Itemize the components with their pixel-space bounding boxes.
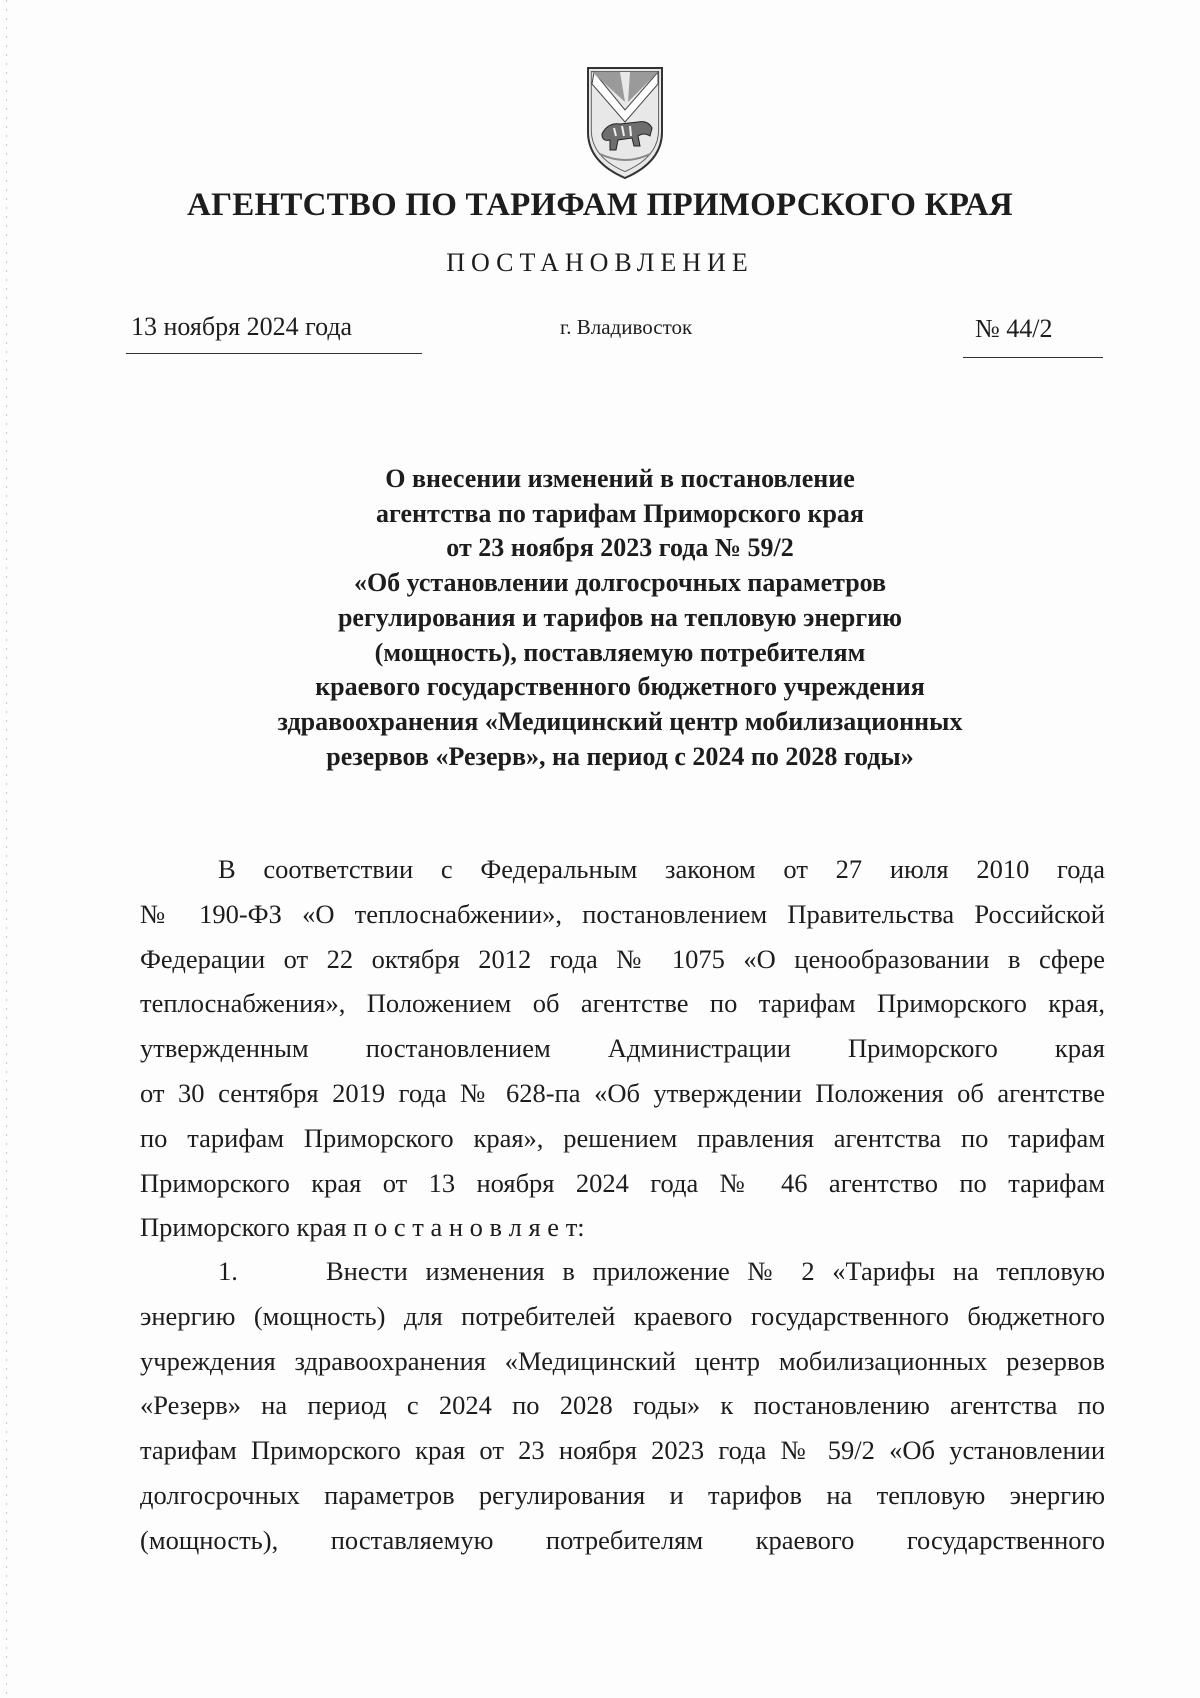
- body-line: энергию (мощность) для потребителей краевого государственного бюджетного: [140, 1300, 1105, 1331]
- body-line: долгосрочных параметров регулирования и тарифов на тепловую энергию: [140, 1479, 1105, 1510]
- body-line: учреждения здравоохранения «Медицинский центр мобилизационных резервов: [140, 1345, 1105, 1376]
- body-line: по тарифам Приморского края», решением правления агентства по тарифам: [140, 1122, 1105, 1153]
- title-line: (мощность), поставляемую потребителям: [374, 637, 866, 667]
- title-line: агентства по тарифам Приморского края: [376, 498, 864, 528]
- body-line: № 190-ФЗ «О теплоснабжении», постановлением Правительства Российской: [140, 898, 1105, 929]
- body-line: (мощность), поставляемую потребителям краевого государственного: [140, 1524, 1105, 1555]
- title-line: О внесении изменений в постановление: [385, 464, 855, 493]
- title-line: от 23 ноября 2023 года № 59/2: [446, 533, 794, 563]
- title-line: регулирования и тарифов на тепловую энергию: [337, 602, 903, 632]
- body-line: Приморского края от 13 ноября 2024 года № 46 агентство по тарифам: [140, 1167, 1105, 1198]
- preamble-paragraph: [140, 847, 1105, 1250]
- title-line: здравоохранения «Медицинский центр мобилизационных: [277, 706, 963, 736]
- title-line: краевого государственного бюджетного учреждения: [315, 672, 925, 702]
- clause-1-paragraph: [140, 1249, 1105, 1563]
- body-line: теплоснабжения», Положением об агентстве по тарифам Приморского края,: [140, 988, 1105, 1019]
- title-line: резервов «Резерв», на период с 2024 по 2028 годы»: [326, 741, 914, 771]
- agency-name: АГЕНТСТВО ПО ТАРИФАМ ПРИМОРСКОГО КРАЯ: [187, 187, 1013, 223]
- document-number: № 44/2: [975, 314, 1053, 343]
- document-title: [200, 462, 1040, 774]
- body-line: 1. Внести изменения в приложение № 2 «Тарифы на тепловую: [218, 1256, 1105, 1286]
- date-underline: [126, 353, 422, 354]
- number-underline: [963, 357, 1103, 358]
- body-line: Приморского края п о с т а н о в л я е т:: [140, 1212, 585, 1243]
- document-city: г. Владивосток: [560, 315, 693, 339]
- document-date: 13 ноября 2024 года: [131, 312, 353, 341]
- document-type: ПОСТАНОВЛЕНИЕ: [446, 248, 754, 277]
- body-line: «Резерв» на период с 2024 по 2028 годы» к постановлению агентства по: [140, 1390, 1105, 1421]
- title-line: «Об установлении долгосрочных параметров: [353, 568, 887, 598]
- body-line: утвержденным постановлением Администрации Приморского края: [140, 1033, 1105, 1064]
- body-line: от 30 сентября 2019 года № 628-па «Об утверждении Положения об агентстве: [140, 1077, 1105, 1108]
- body-line: тарифам Приморского края от 23 ноября 2023 года № 59/2 «Об установлении: [140, 1435, 1105, 1466]
- primorye-coat-of-arms-icon: [580, 62, 670, 182]
- body-line: Федерации от 22 октября 2012 года № 1075 «О ценообразовании в сфере: [140, 943, 1105, 974]
- body-line: В соответствии с Федеральным законом от 27 июля 2010 года: [218, 854, 1105, 884]
